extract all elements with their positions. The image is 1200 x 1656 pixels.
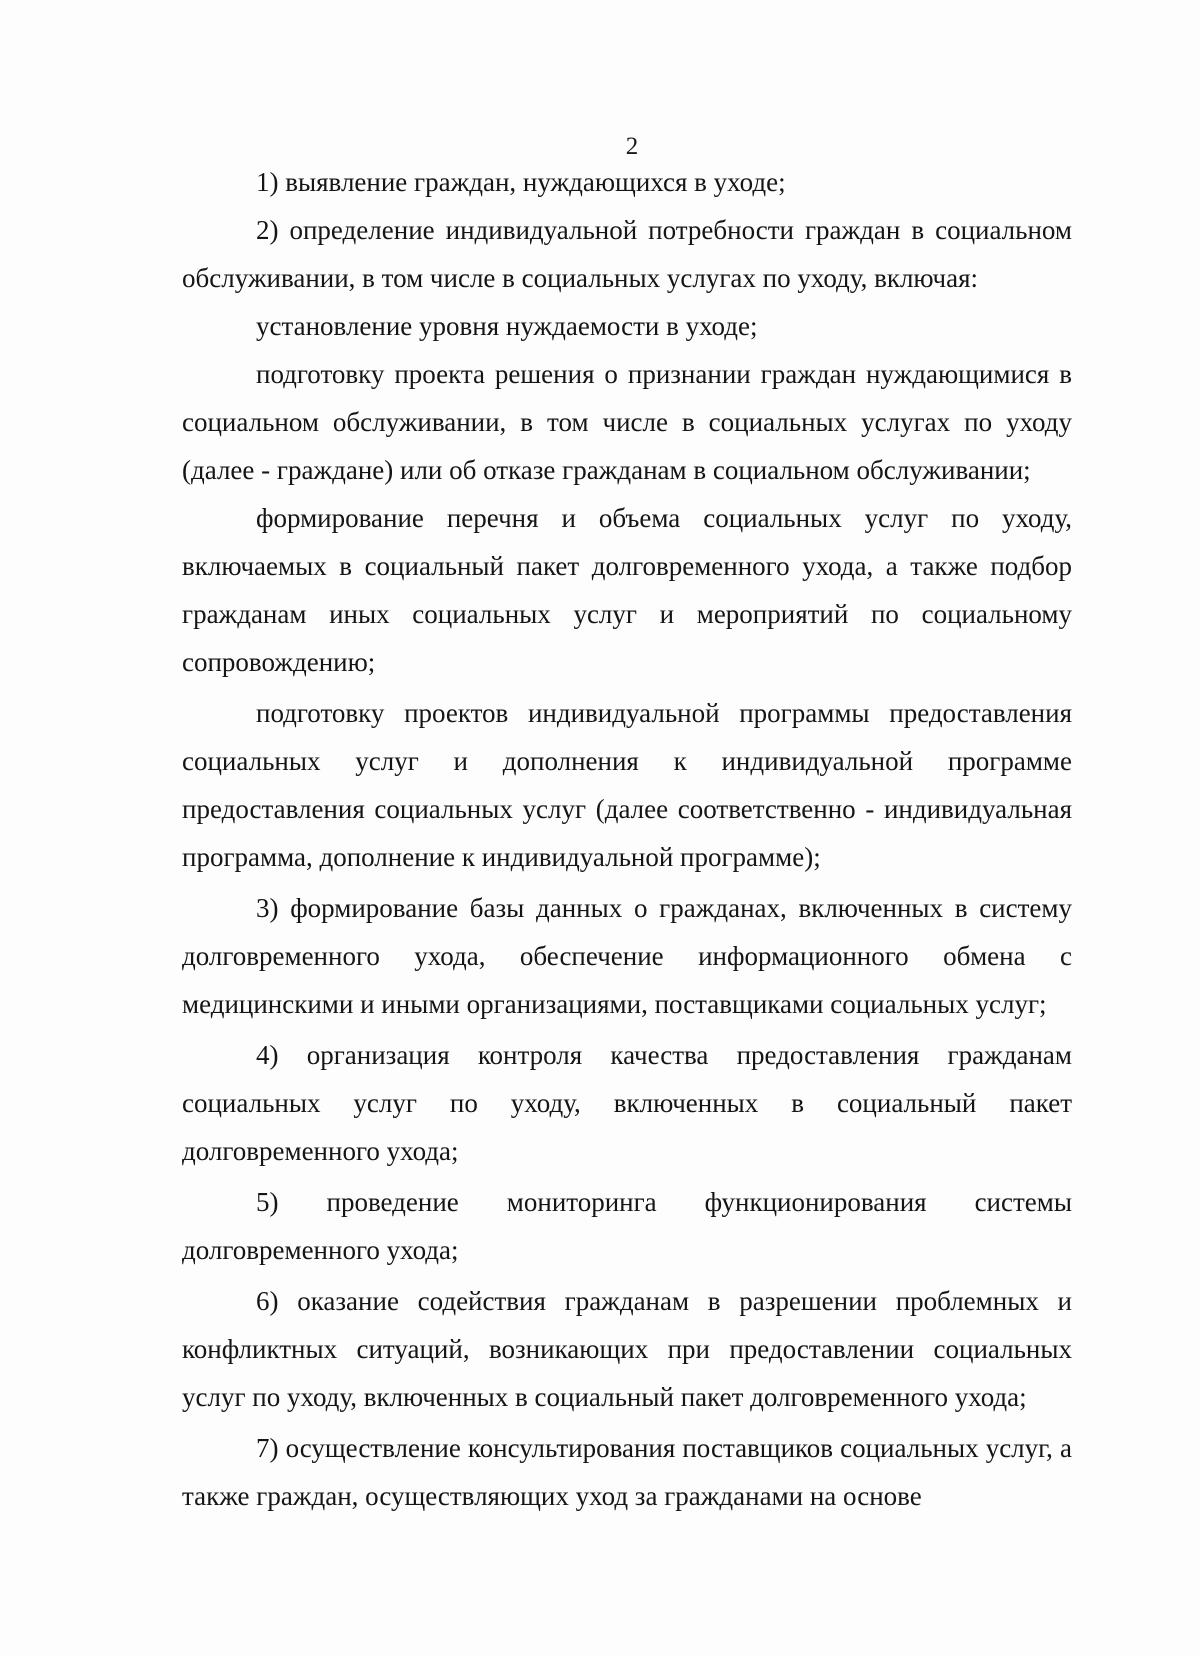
paragraph: 3) формирование базы данных о гражданах, включенных в систему долговременного ухода, обеспечение информационного обмена с медицинскими и иными организациями, поставщиками социальных услуг; bbox=[182, 893, 1072, 1019]
paragraph: 7) осуществление консультирования поставщиков социальных услуг, а также граждан, осуществляющих уход за гражданами на основе bbox=[182, 1433, 1072, 1511]
paragraph: 4) организация контроля качества предоставления гражданам социальных услуг по уходу, включенных в социальный пакет долговременного ухода; bbox=[182, 1040, 1072, 1166]
paragraph: подготовку проекта решения о признании граждан нуждающимися в социальном обслуживании, в том числе в социальных услугах по уходу (далее - граждане) или об отказе гражданам в социальном обслуживании; bbox=[182, 359, 1072, 485]
paragraph: формирование перечня и объема социальных услуг по уходу, включаемых в социальный пакет долговременного ухода, а также подбор гражданам иных социальных услуг и мероприятий по социальному сопровождению; bbox=[182, 503, 1072, 677]
paragraph: 6) оказание содействия гражданам в разрешении проблемных и конфликтных ситуаций, возникающих при предоставлении социальных услуг по уходу, включенных в социальный пакет долговременного ухода; bbox=[182, 1286, 1072, 1412]
paragraph: установление уровня нуждаемости в уходе; bbox=[256, 311, 758, 341]
paragraph: 1) выявление граждан, нуждающихся в уходе; bbox=[256, 167, 786, 197]
paragraph: 2) определение индивидуальной потребности граждан в социальном обслуживании, в том числе в социальных услугах по уходу, включая: bbox=[182, 215, 1072, 293]
document-body bbox=[182, 158, 1072, 1520]
paragraph: 5) проведение мониторинга функционирования системы долговременного ухода; bbox=[182, 1187, 1072, 1265]
page-number: 2 bbox=[625, 133, 639, 160]
paragraph: подготовку проектов индивидуальной программы предоставления социальных услуг и дополнения к индивидуальной программе предоставления социальных услуг (далее соответственно - индивидуальная программа, дополнение к индивидуальной программе); bbox=[182, 698, 1072, 872]
